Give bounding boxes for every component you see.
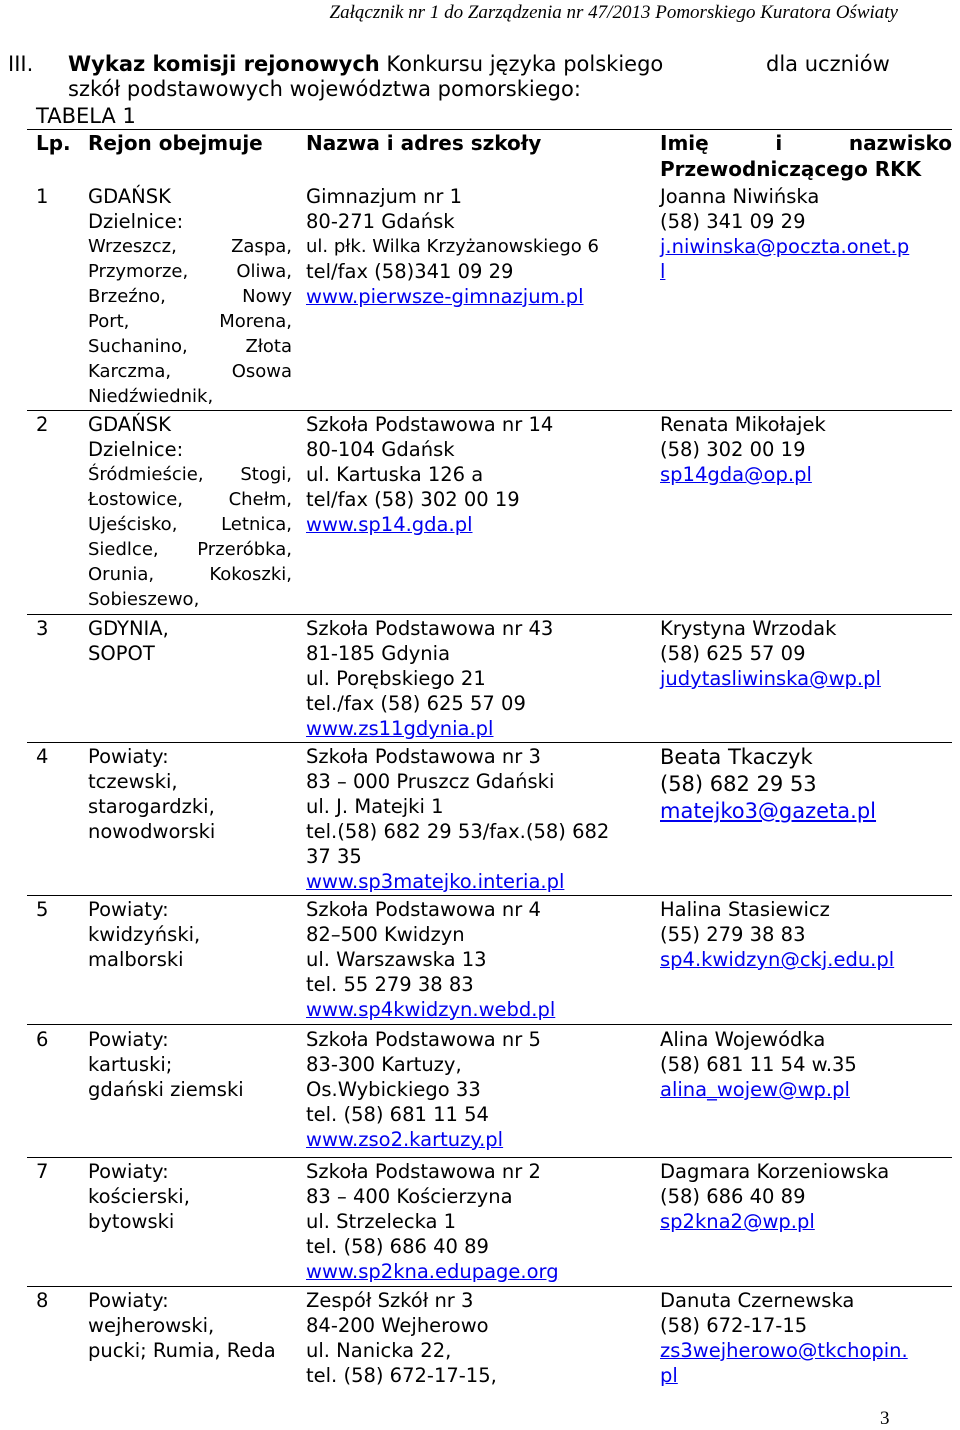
- chair-email-link-cont[interactable]: pl: [660, 1364, 678, 1387]
- rejon-line: Ujeścisko, Letnica,: [88, 514, 292, 535]
- chair-name: Renata Mikołajek: [660, 413, 826, 436]
- row-7-school: [306, 1159, 656, 1284]
- chair-email-link-cont[interactable]: l: [660, 260, 666, 283]
- rejon-line: Powiaty:: [88, 1028, 169, 1051]
- school-line: 83 – 400 Kościerzyna: [306, 1185, 513, 1208]
- school-line: 81-185 Gdynia: [306, 642, 451, 665]
- row-8-rejon: [88, 1288, 292, 1363]
- school-line: Szkoła Podstawowa nr 4: [306, 898, 541, 921]
- row-7-chair: [660, 1159, 952, 1234]
- chair-phone: (55) 279 38 83: [660, 923, 806, 946]
- column-header-chair-word2: i: [775, 131, 783, 155]
- row-7-number: 7: [36, 1160, 49, 1183]
- row-5-school: [306, 897, 656, 1022]
- row-8-chair: [660, 1288, 952, 1388]
- row-1-number: 1: [36, 185, 49, 208]
- school-line: tel/fax (58)341 09 29: [306, 260, 514, 283]
- rejon-line: SOPOT: [88, 642, 155, 665]
- chair-name: Alina Wojewódka: [660, 1028, 826, 1051]
- school-website-link[interactable]: www.sp14.gda.pl: [306, 513, 473, 536]
- section-title-line2: szkół podstawowych województwa pomorskiego:: [68, 77, 581, 101]
- row-divider: [27, 742, 952, 743]
- row-1-rejon: [88, 184, 292, 409]
- row-divider: [27, 895, 952, 896]
- row-4-school: [306, 744, 656, 894]
- row-divider: [27, 410, 952, 411]
- chair-name: Halina Stasiewicz: [660, 898, 830, 921]
- section-title-line1: [68, 52, 663, 77]
- rejon-line: Port, Morena,: [88, 311, 292, 332]
- page-number: 3: [880, 1408, 890, 1429]
- row-divider: [27, 1024, 952, 1025]
- rejon-line: wejherowski,: [88, 1314, 215, 1337]
- section-title-bold: Wykaz komisji rejonowych: [68, 52, 380, 76]
- chair-name: Beata Tkaczyk: [660, 745, 813, 769]
- school-line: tel./fax (58) 625 57 09: [306, 692, 526, 715]
- row-3-number: 3: [36, 617, 49, 640]
- rejon-line: Powiaty:: [88, 898, 169, 921]
- rejon-line: malborski: [88, 948, 184, 971]
- rejon-line: gdański ziemski: [88, 1078, 244, 1101]
- school-line: tel.(58) 682 29 53/fax.(58) 682: [306, 820, 610, 843]
- school-line: tel. (58) 686 40 89: [306, 1235, 489, 1258]
- row-3-rejon: [88, 616, 292, 666]
- row-6-number: 6: [36, 1028, 49, 1051]
- chair-email-link[interactable]: j.niwinska@poczta.onet.p: [660, 235, 910, 258]
- rejon-line: Przymorze, Oliwa,: [88, 261, 292, 282]
- rejon-line: Karczma, Osowa: [88, 361, 292, 382]
- chair-phone: (58) 682 29 53: [660, 772, 817, 796]
- chair-name: Dagmara Korzeniowska: [660, 1160, 890, 1183]
- chair-phone: (58) 341 09 29: [660, 210, 806, 233]
- rejon-line: Niedźwiednik,: [88, 386, 214, 407]
- table-label: TABELA 1: [36, 104, 136, 128]
- chair-name: Krystyna Wrzodak: [660, 617, 837, 640]
- section-title-dla: dla uczniów: [766, 52, 890, 76]
- school-line: Zespół Szkół nr 3: [306, 1289, 474, 1312]
- school-line: tel. (58) 672-17-15,: [306, 1364, 497, 1387]
- rejon-line: GDAŃSK: [88, 185, 171, 208]
- school-line: 80-104 Gdańsk: [306, 438, 455, 461]
- column-header-chair-word3: nazwisko: [848, 131, 952, 155]
- row-1-chair: [660, 184, 952, 284]
- section-title-rest: Konkursu języka polskiego: [386, 52, 664, 76]
- school-line: ul. płk. Wilka Krzyżanowskiego 6: [306, 236, 599, 257]
- school-line: 84-200 Wejherowo: [306, 1314, 489, 1337]
- chair-phone: (58) 672-17-15: [660, 1314, 808, 1337]
- school-line: 83-300 Kartuzy,: [306, 1053, 462, 1076]
- school-website-link[interactable]: www.zs11gdynia.pl: [306, 717, 494, 740]
- rejon-line: Łostowice, Chełm,: [88, 489, 292, 510]
- school-website-link[interactable]: www.sp3matejko.interia.pl: [306, 870, 565, 893]
- chair-email-link[interactable]: alina_wojew@wp.pl: [660, 1078, 850, 1101]
- column-header-chair-word1: Imię: [660, 131, 709, 155]
- row-6-chair: [660, 1027, 952, 1102]
- document-header-note: Załącznik nr 1 do Zarządzenia nr 47/2013 Pomorskiego Kuratora Oświaty: [329, 2, 898, 23]
- chair-email-link[interactable]: zs3wejherowo@tkchopin.: [660, 1339, 908, 1362]
- school-line: 83 – 000 Pruszcz Gdański: [306, 770, 555, 793]
- row-divider: [27, 1157, 952, 1158]
- row-2-school: [306, 412, 656, 537]
- chair-email-link[interactable]: judytasliwinska@wp.pl: [660, 667, 881, 690]
- chair-email-link[interactable]: sp14gda@op.pl: [660, 463, 812, 486]
- chair-phone: (58) 681 11 54 w.35: [660, 1053, 857, 1076]
- chair-email-link[interactable]: sp4.kwidzyn@ckj.edu.pl: [660, 948, 895, 971]
- rejon-line: Wrzeszcz, Zaspa,: [88, 236, 292, 257]
- rejon-line: Dzielnice:: [88, 210, 184, 233]
- rejon-line: tczewski,: [88, 770, 178, 793]
- rejon-line: pucki; Rumia, Reda: [88, 1339, 276, 1362]
- school-website-link[interactable]: www.zso2.kartuzy.pl: [306, 1128, 504, 1151]
- rejon-line: Dzielnice:: [88, 438, 184, 461]
- school-line: tel. (58) 681 11 54: [306, 1103, 489, 1126]
- rejon-line: GDYNIA,: [88, 617, 169, 640]
- school-website-link[interactable]: www.sp4kwidzyn.webd.pl: [306, 998, 556, 1021]
- row-2-rejon: [88, 412, 292, 612]
- rejon-line: Sobieszewo,: [88, 589, 200, 610]
- row-6-school: [306, 1027, 656, 1152]
- column-header-lp: Lp.: [36, 131, 71, 155]
- school-line: ul. Kartuska 126 a: [306, 463, 484, 486]
- column-header-school: Nazwa i adres szkoły: [306, 131, 542, 155]
- rejon-line: nowodworski: [88, 820, 216, 843]
- row-5-number: 5: [36, 898, 49, 921]
- rejon-line: GDAŃSK: [88, 413, 171, 436]
- chair-phone: (58) 302 00 19: [660, 438, 806, 461]
- row-5-chair: [660, 897, 952, 972]
- chair-name: Joanna Niwińska: [660, 185, 820, 208]
- school-line: ul. Strzelecka 1: [306, 1210, 457, 1233]
- row-4-rejon: [88, 744, 292, 844]
- row-3-school: [306, 616, 656, 741]
- rejon-line: Siedlce, Przeróbka,: [88, 539, 292, 560]
- chair-email-link[interactable]: sp2kna2@wp.pl: [660, 1210, 815, 1233]
- section-number: III.: [8, 52, 34, 76]
- rejon-line: Śródmieście, Stogi,: [88, 464, 292, 485]
- rejon-line: kościerski,: [88, 1185, 190, 1208]
- school-line: 82–500 Kwidzyn: [306, 923, 465, 946]
- table-top-border: [27, 129, 952, 130]
- school-line: Szkoła Podstawowa nr 5: [306, 1028, 541, 1051]
- rejon-line: kartuski;: [88, 1053, 173, 1076]
- school-line: Szkoła Podstawowa nr 43: [306, 617, 554, 640]
- row-6-rejon: [88, 1027, 292, 1102]
- row-divider: [27, 1286, 952, 1287]
- row-8-number: 8: [36, 1289, 49, 1312]
- chair-email-link[interactable]: matejko3@gazeta.pl: [660, 799, 877, 823]
- school-website-link[interactable]: www.sp2kna.edupage.org: [306, 1260, 559, 1283]
- row-4-number: 4: [36, 745, 49, 768]
- chair-name: Danuta Czernewska: [660, 1289, 855, 1312]
- row-5-rejon: [88, 897, 292, 972]
- school-line: Gimnazjum nr 1: [306, 185, 463, 208]
- row-7-rejon: [88, 1159, 292, 1234]
- school-line: Os.Wybickiego 33: [306, 1078, 481, 1101]
- chair-phone: (58) 686 40 89: [660, 1185, 806, 1208]
- rejon-line: starogardzki,: [88, 795, 215, 818]
- rejon-line: Orunia, Kokoszki,: [88, 564, 292, 585]
- column-header-chair-line2: Przewodniczącego RKK: [660, 157, 922, 181]
- row-2-chair: [660, 412, 952, 487]
- school-line: 80-271 Gdańsk: [306, 210, 455, 233]
- chair-phone: (58) 625 57 09: [660, 642, 806, 665]
- rejon-line: Brzeźno, Nowy: [88, 286, 292, 307]
- school-line: 37 35: [306, 845, 362, 868]
- row-2-number: 2: [36, 413, 49, 436]
- school-website-link[interactable]: www.pierwsze-gimnazjum.pl: [306, 285, 584, 308]
- column-header-rejon: Rejon obejmuje: [88, 131, 263, 155]
- school-line: ul. Warszawska 13: [306, 948, 487, 971]
- school-line: tel/fax (58) 302 00 19: [306, 488, 520, 511]
- school-line: Szkoła Podstawowa nr 2: [306, 1160, 541, 1183]
- school-line: Szkoła Podstawowa nr 14: [306, 413, 554, 436]
- row-4-chair: [660, 744, 952, 825]
- row-3-chair: [660, 616, 952, 691]
- row-8-school: [306, 1288, 656, 1388]
- rejon-line: Powiaty:: [88, 745, 169, 768]
- rejon-line: Powiaty:: [88, 1160, 169, 1183]
- rejon-line: bytowski: [88, 1210, 175, 1233]
- school-line: ul. Porębskiego 21: [306, 667, 486, 690]
- school-line: Szkoła Podstawowa nr 3: [306, 745, 541, 768]
- rejon-line: Suchanino, Złota: [88, 336, 292, 357]
- school-line: tel. 55 279 38 83: [306, 973, 474, 996]
- rejon-line: kwidzyński,: [88, 923, 201, 946]
- column-header-chair: [660, 131, 952, 155]
- school-line: ul. J. Matejki 1: [306, 795, 444, 818]
- row-divider: [27, 614, 952, 615]
- row-1-school: [306, 184, 656, 309]
- rejon-line: Powiaty:: [88, 1289, 169, 1312]
- school-line: ul. Nanicka 22,: [306, 1339, 452, 1362]
